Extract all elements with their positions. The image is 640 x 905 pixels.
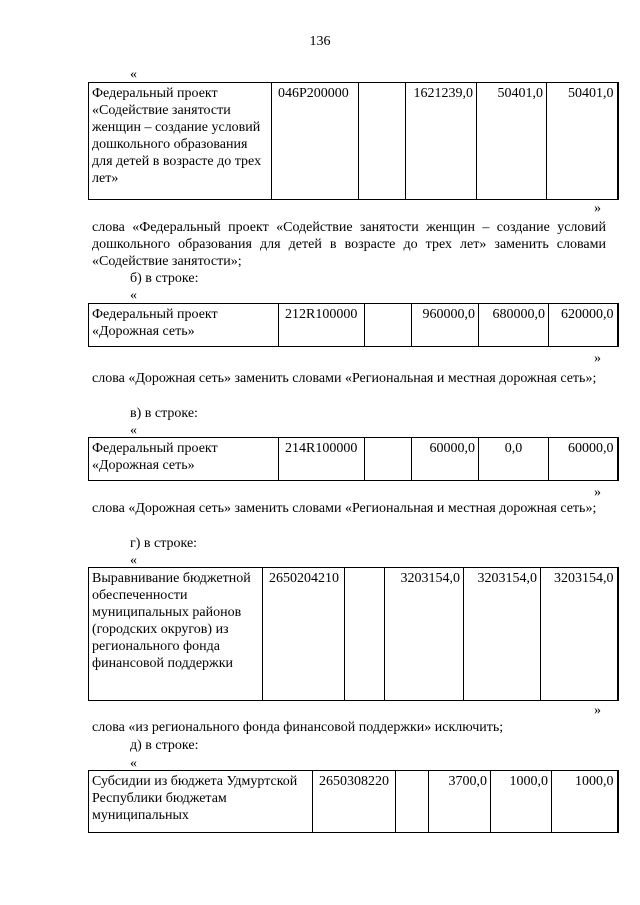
row-value-2-cell: 680000,0 [479, 304, 549, 347]
row-value-1-cell: 960000,0 [412, 304, 479, 347]
budget-table-row-1 [88, 82, 619, 200]
close-quote: » [594, 351, 601, 366]
row-code-cell: 2650204210 [263, 568, 345, 701]
budget-table-row-5 [88, 770, 619, 833]
row-value-1-cell: 3700,0 [429, 771, 491, 833]
row-value-2-cell: 1000,0 [491, 771, 552, 833]
row-value-3-cell: 50401,0 [547, 83, 618, 200]
row-name-cell: Федеральный проект «Содействие занятости женщин – создание условий дошкольного образования для детей в возрасте до трех лет» [89, 83, 272, 200]
row-value-3-cell: 1000,0 [552, 771, 618, 833]
paragraph-4: слова «из регионального фонда финансовой поддержки» исключить; [92, 720, 504, 735]
row-value-2-cell: 3203154,0 [464, 568, 541, 701]
open-quote: « [130, 756, 137, 771]
row-value-1-cell: 60000,0 [412, 438, 479, 481]
row-value-1-cell: 1621239,0 [406, 83, 477, 200]
paragraph-1: слова «Федеральный проект «Содействие занятости женщин – создание условий дошкольного образования для детей в возрасте до трех лет» заменить словами «Содействие занятости»; [92, 220, 606, 269]
open-quote: « [130, 288, 137, 303]
row-value-1-cell: 3203154,0 [385, 568, 464, 701]
subitem-g: г) в строке: [130, 536, 198, 551]
budget-table-row-3 [88, 437, 619, 481]
open-quote: « [130, 67, 137, 82]
row-empty-cell [365, 438, 412, 481]
row-empty-cell [359, 83, 406, 200]
row-value-3-cell: 620000,0 [549, 304, 618, 347]
close-quote: » [594, 703, 601, 718]
paragraph-2: слова «Дорожная сеть» заменить словами «Региональная и местная дорожная сеть»; [92, 371, 597, 386]
row-value-2-cell: 0,0 [479, 438, 549, 481]
page-number: 136 [309, 34, 331, 49]
row-value-3-cell: 3203154,0 [541, 568, 618, 701]
paragraph-3: слова «Дорожная сеть» заменить словами «Региональная и местная дорожная сеть»; [92, 501, 597, 516]
row-code-cell: 214R100000 [279, 438, 365, 481]
row-empty-cell [345, 568, 385, 701]
row-empty-cell [365, 304, 412, 347]
close-quote: » [594, 485, 601, 500]
close-quote: » [594, 201, 601, 216]
row-code-cell: 212R100000 [279, 304, 365, 347]
row-code-cell: 046P200000 [272, 83, 359, 200]
row-name-cell: Федеральный проект «Дорожная сеть» [89, 438, 279, 481]
row-value-2-cell: 50401,0 [477, 83, 547, 200]
row-value-3-cell: 60000,0 [549, 438, 618, 481]
row-name-cell: Субсидии из бюджета Удмуртской Республики бюджетам муниципальных [89, 771, 313, 833]
budget-table-row-2 [88, 303, 619, 347]
budget-table-row-4 [88, 567, 619, 701]
row-name-cell: Выравнивание бюджетной обеспеченности муниципальных районов (городских округов) из регионального фонда финансовой поддержки [89, 568, 263, 701]
open-quote: « [130, 423, 137, 438]
row-code-cell: 2650308220 [313, 771, 396, 833]
open-quote: « [130, 553, 137, 568]
row-empty-cell [396, 771, 429, 833]
row-name-cell: Федеральный проект «Дорожная сеть» [89, 304, 279, 347]
subitem-v: в) в строке: [130, 406, 198, 421]
subitem-d: д) в строке: [130, 738, 199, 753]
subitem-b: б) в строке: [130, 271, 199, 286]
